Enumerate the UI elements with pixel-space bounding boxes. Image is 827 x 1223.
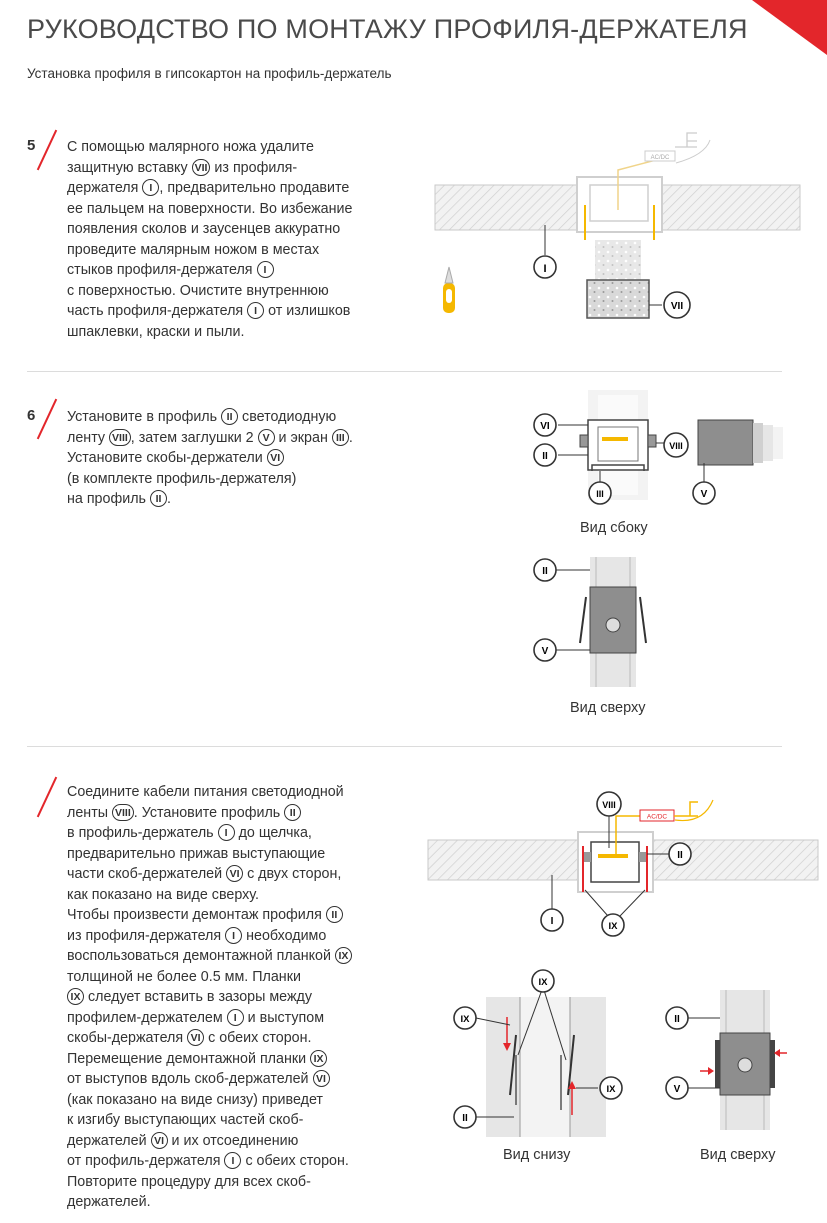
step-5-text: [67, 137, 352, 342]
reference-marker: I: [142, 179, 159, 196]
step-7-bottom-view: [448, 965, 638, 1145]
svg-text:IX: IX: [606, 1084, 616, 1095]
text-segment: с двух сторон,: [243, 866, 342, 882]
text-line: [67, 1049, 352, 1070]
text-line: [67, 137, 352, 158]
text-segment: Повторите процедуру для всех скоб-: [67, 1173, 311, 1190]
text-line: [67, 905, 352, 926]
reference-marker: I: [224, 1152, 241, 1169]
text-line: [67, 1172, 352, 1193]
text-line: [67, 946, 352, 967]
caption-top-view: Вид сверху: [570, 700, 646, 716]
text-line: [67, 1008, 352, 1029]
svg-text:VIII: VIII: [669, 441, 683, 451]
svg-text:IX: IX: [608, 921, 618, 932]
text-segment: толщиной не более 0.5 мм. Планки: [67, 968, 301, 985]
text-line: [67, 823, 352, 844]
text-segment: проведите малярным ножом в местах: [67, 241, 320, 258]
text-line: [67, 844, 352, 865]
text-line: [67, 158, 352, 179]
text-segment: шпаклевки, краски и пыли.: [67, 323, 245, 340]
step-7-slash: [37, 777, 57, 818]
reference-marker: II: [284, 804, 301, 821]
reference-marker: VII: [192, 159, 211, 176]
text-line: [67, 1151, 352, 1172]
protective-insert: [587, 280, 649, 318]
text-segment: профилем-держателем: [67, 1009, 227, 1026]
text-segment: защитную вставку: [67, 159, 192, 176]
caption-bottom-view: Вид снизу: [503, 1147, 571, 1163]
text-segment: Установите скобы-держатели: [67, 450, 267, 466]
step-7-section-figure: [428, 780, 818, 940]
text-segment: Перемещение демонтажной планки: [67, 1050, 311, 1067]
reference-marker: III: [332, 429, 349, 446]
text-segment: предварительно прижав выступающие: [67, 845, 326, 862]
step-5-slash: [37, 130, 57, 171]
step-6-text: [67, 407, 353, 510]
reference-marker: VIII: [109, 429, 131, 446]
separator-2: [27, 746, 782, 747]
svg-text:V: V: [541, 646, 549, 657]
svg-text:II: II: [542, 451, 548, 462]
text-segment: Соедините кабели питания светодиодной: [67, 784, 344, 800]
text-segment: держателя: [67, 180, 143, 196]
text-segment: С помощью малярного ножа удалите: [67, 139, 314, 155]
text-segment: (в комплекте профиль-держателя): [67, 470, 297, 487]
text-line: [67, 448, 353, 469]
svg-text:IX: IX: [538, 977, 548, 988]
text-segment: к изгибу выступающих частей скоб-: [67, 1112, 304, 1128]
text-segment: .: [166, 491, 171, 507]
text-segment: с поверхностью. Очистите внутреннюю: [67, 282, 329, 299]
svg-text:II: II: [462, 1113, 468, 1124]
reference-marker: I: [227, 1009, 244, 1026]
svg-text:IX: IX: [460, 1014, 470, 1025]
text-segment: ленту: [67, 429, 110, 446]
text-segment: следует вставить в зазоры между: [84, 989, 313, 1005]
page-title: РУКОВОДСТВО ПО МОНТАЖУ ПРОФИЛЯ-ДЕРЖАТЕЛЯ: [27, 14, 748, 44]
text-line: [67, 926, 352, 947]
text-segment: с обеих сторон.: [204, 1030, 312, 1046]
text-segment: от профиль-держателя: [67, 1153, 225, 1169]
reference-marker: I: [225, 927, 242, 944]
text-segment: из профиля-держателя: [67, 927, 226, 944]
text-segment: появления сколов и заусенцев аккуратно: [67, 221, 341, 237]
text-line: [67, 1110, 352, 1131]
reference-marker: II: [326, 906, 343, 923]
reference-marker: VI: [267, 449, 284, 466]
text-segment: от излишков: [264, 303, 351, 319]
text-line: [67, 987, 352, 1008]
text-segment: .: [348, 429, 353, 446]
end-cap: [698, 420, 753, 465]
text-segment: и выступом: [243, 1009, 325, 1026]
text-segment: Чтобы произвести демонтаж профиля: [67, 907, 326, 923]
svg-text:V: V: [673, 1084, 681, 1095]
step-5-figure: [435, 115, 815, 345]
svg-text:VIII: VIII: [602, 800, 616, 810]
svg-text:AC/DC: AC/DC: [646, 813, 668, 821]
text-segment: необходимо: [242, 927, 327, 944]
text-line: [67, 301, 352, 322]
text-line: [67, 489, 353, 510]
page-subtitle: Установка профиля в гипсокартон на профиль-держатель: [27, 66, 392, 81]
text-line: [67, 469, 353, 490]
text-segment: Установите в профиль: [67, 409, 222, 425]
text-line: [67, 240, 352, 261]
step-7-text: [67, 782, 352, 1213]
text-segment: скобы-держателя: [67, 1030, 188, 1046]
reference-marker: I: [257, 261, 274, 278]
text-line: [67, 322, 352, 343]
step-6-slash: [37, 399, 57, 440]
text-segment: и их отсоединению: [167, 1132, 299, 1149]
reference-marker: I: [247, 302, 264, 319]
caption-side-view: Вид сбоку: [580, 520, 648, 536]
reference-marker: II: [150, 490, 167, 507]
text-segment: с обеих сторон.: [241, 1153, 349, 1169]
svg-text:I: I: [543, 263, 547, 275]
text-line: [67, 428, 353, 449]
text-line: [67, 1090, 352, 1111]
step-6-number: 6: [27, 407, 36, 424]
text-segment: , предварительно продавите: [159, 180, 350, 196]
text-segment: на профиль: [67, 491, 150, 507]
text-segment: до щелчка,: [234, 825, 312, 841]
svg-text:I: I: [550, 916, 554, 927]
text-line: [67, 178, 352, 199]
svg-text:II: II: [542, 566, 548, 577]
reference-marker: IX: [310, 1050, 327, 1067]
text-segment: держателей.: [67, 1194, 151, 1210]
text-segment: стыков профиля-держателя: [67, 262, 257, 278]
utility-knife-icon: [443, 267, 455, 313]
separator-1: [27, 371, 782, 372]
corner-accent: [752, 0, 827, 55]
text-line: [67, 1028, 352, 1049]
step-6-side-view: [528, 385, 798, 525]
caption-top-view-2: Вид сверху: [700, 1147, 776, 1163]
text-segment: ленты: [67, 804, 112, 821]
text-segment: (как показано на виде снизу) приведет: [67, 1091, 323, 1108]
reference-marker: V: [258, 429, 275, 446]
step-6-top-view: [528, 555, 658, 690]
svg-text:VII: VII: [670, 301, 684, 312]
text-line: [67, 803, 352, 824]
reference-marker: II: [221, 408, 238, 425]
text-line: [67, 219, 352, 240]
text-segment: как показано на виде сверху.: [67, 886, 259, 903]
text-segment: в профиль-держатель: [67, 825, 218, 841]
text-line: [67, 782, 352, 803]
text-segment: держателей: [67, 1132, 151, 1149]
text-segment: части скоб-держателей: [67, 866, 227, 882]
reference-marker: VI: [151, 1132, 168, 1149]
svg-text:V: V: [700, 489, 708, 500]
step-7-top-view: [662, 985, 812, 1135]
text-segment: часть профиля-держателя: [67, 303, 248, 319]
svg-text:II: II: [677, 850, 683, 861]
text-segment: и экран: [274, 429, 332, 446]
step-5-number: 5: [27, 137, 36, 154]
text-line: [67, 260, 352, 281]
text-line: [67, 1131, 352, 1152]
reference-marker: VI: [187, 1029, 204, 1046]
text-segment: от выступов вдоль скоб-держателей: [67, 1071, 313, 1087]
text-segment: ее пальцем на поверхности. Во избежание: [67, 200, 353, 217]
text-line: [67, 885, 352, 906]
reference-marker: I: [218, 824, 235, 841]
text-line: [67, 1192, 352, 1213]
text-line: [67, 407, 353, 428]
text-line: [67, 281, 352, 302]
text-line: [67, 1069, 352, 1090]
svg-text:II: II: [674, 1014, 680, 1025]
reference-marker: VI: [226, 865, 243, 882]
reference-marker: IX: [67, 988, 84, 1005]
text-segment: , затем заглушки 2: [130, 429, 258, 446]
text-line: [67, 967, 352, 988]
svg-text:AC/DC: AC/DC: [650, 155, 670, 161]
reference-marker: IX: [335, 947, 352, 964]
text-line: [67, 199, 352, 220]
reference-marker: VI: [313, 1070, 330, 1087]
text-segment: светодиодную: [238, 409, 337, 425]
reference-marker: VIII: [112, 804, 134, 821]
text-segment: воспользоваться демонтажной планкой: [67, 948, 335, 964]
text-segment: из профиля-: [210, 159, 298, 176]
text-line: [67, 864, 352, 885]
text-segment: . Установите профиль: [133, 804, 285, 821]
svg-text:III: III: [596, 489, 604, 499]
svg-text:VI: VI: [540, 421, 550, 432]
